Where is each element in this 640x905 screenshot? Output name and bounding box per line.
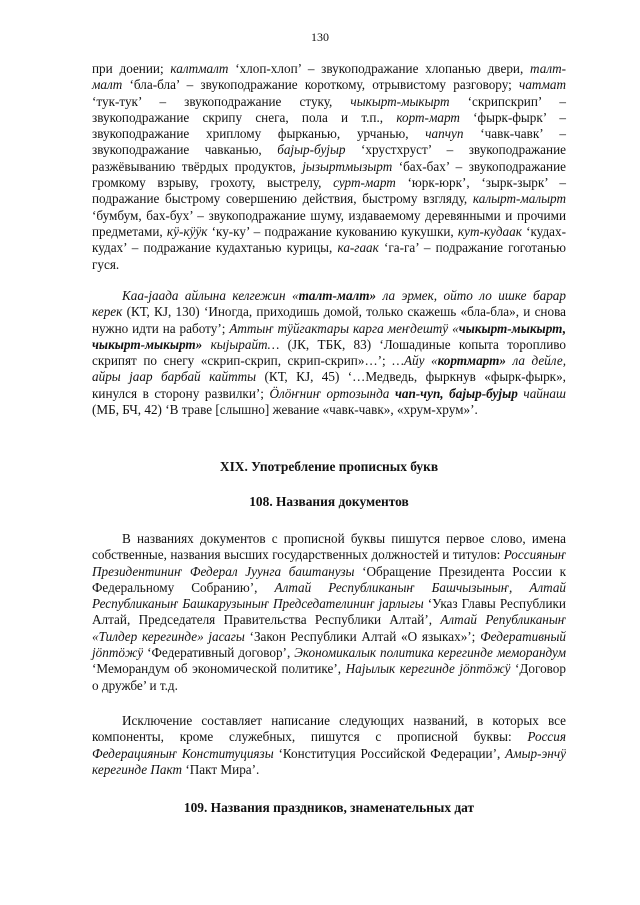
text-run: ‘бах-бах’ – звукоподражание громкому взрыву, грохоту, выстрелу, [92,158,566,191]
italic-term: корт-март [396,109,460,125]
italic-term: Каа-jаада айлына келгежин « [122,288,299,303]
italic-term: чатмат [519,77,566,93]
italic-term: кут-кудаак [457,223,522,239]
subsection-heading-109: 109. Названия праздников, знаменательных дат [183,800,475,815]
text-run: ‘Федеративный договор’, [143,645,295,661]
examples-paragraph-container [92,288,566,418]
section-heading: XIX. Употребление прописных букв [219,459,439,474]
subsection-heading-108: 108. Названия документов [249,494,409,509]
italic-term: Федеративный jӧптӧжӱ [92,628,566,661]
onomatopoeia-list-paragraph [92,61,566,273]
text-run: ‘Меморандум об экономической политике’, [92,661,346,677]
page-number: 130 [311,30,329,44]
paragraph-exception [92,713,566,778]
italic-term: Экономикалык политика керегинде меморандум [294,645,566,661]
italic-term: …Айу « [392,353,438,369]
italic-term: ла эрмек, ойто ло ишке барар керек [92,288,566,320]
italic-term: кӱ-кӱӱк [166,223,208,239]
italic-term: чайнаш [517,385,566,401]
paragraph-document-names-rule [92,531,566,694]
italic-term: Амыр-энчӱ керегинде Пакт [92,745,566,777]
text-run: ‘тук-тук’ – звукоподражание стуку, [92,93,351,109]
text-run: ‘Договор о дружбе’ и т.д. [92,661,566,693]
bold-italic-term: кортмарт» [437,353,506,369]
paragraph-usage-examples [92,288,566,418]
italic-term: талт-малт [92,61,566,93]
text-run: ‘ку-ку’ – подражание кукованию кукушки, [207,223,458,239]
text-run: ‘фырк-фырк’ – звукоподражание хриплому фырканью, урчанью, [92,109,567,142]
italic-term: Россия Федерацияныҥ Конституциязы [92,729,566,761]
paragraph-onomatopoeia-glossary [92,61,566,273]
text-run: ‘Закон Республики Алтай «О языках»’; [244,628,481,644]
text-run: В названиях документов с прописной буквы пишутся первое слово, имена собственные, названия высших государственных должностей и титулов: [92,531,566,563]
text-run: (JК, ТБК, 83) ‘Лошадиные копыта торопливо скрипят по снегу «скрип-скрип, скрип-скрип»…’; [92,336,566,369]
text-run: ‘хлоп-хлоп’ – звукоподражание хлопанью двери, [228,61,531,76]
text-run: ‘Конституция Российской Федерации’, [273,745,506,761]
text-run: ‘хрустхруст’ – звукоподражание разжёвыванию твёрдых продуктов, [92,142,566,174]
text-run: ‘га-га’ – подражание гоготанью гуся. [92,240,566,272]
italic-term: Наjылык керегинде jӧптӧжӱ [345,661,511,677]
italic-term: ла дейле, айры jаар барбай кайтты [92,353,566,385]
text-run: ‘юрк-юрк’, ‘зырк-зырк’ – подражание быстрому совершению действия, быстрому взгляду, [92,175,566,207]
text-run: ‘кудах-кудах’ – подражание кудахтанью курицы, [92,223,566,256]
text-run: ‘чавк-чавк’ – звукоподражание чавканью, [92,126,567,158]
text-run: при доении; [92,61,171,76]
italic-term: баjыр-буjыр [277,142,346,158]
text-run: Исключение составляет написание следующих названий, в которых все компоненты, кроме служебных, пишутся с прописной буквы: [92,713,566,745]
text-run: ‘Обращение Президента России к Федеральному Собранию’, [92,563,566,595]
documents-rule-container [92,531,566,694]
italic-term: чапчуп [425,126,464,142]
italic-term: Россияныҥ Президентиниҥ Федерал Jуунга баштанузы [92,547,566,579]
italic-term: Алтай Республиканыҥ Башчызыныҥ, Алтай Республиканыҥ Башкарузыныҥ Председателиниҥ jарлыгы [92,579,567,612]
text-run: ‘Указ Главы Республики Алтай, Председателя Правительства Республики Алтай’, [92,596,566,628]
text-run: ‘бумбум, бах-бух’ – звукоподражание шуму, издаваемому деревянными и прочими предметами, [92,207,566,239]
text-run: (КТ, КJ, 45) ‘…Медведь, фыркнув «фырк-фырк», кинулся в сторону развилки’; [92,369,566,401]
italic-term: Ӧлӧҥниҥ ортозында [269,385,395,401]
text-run: ‘бла-бла’ – звукоподражание короткому, отрывистому разговору; [122,77,520,93]
text-run: (МБ, БЧ, 42) ‘В траве [слышно] жевание «чавк-чавк», «хрум-хрум»’. [92,402,478,418]
bold-italic-term: талт-малт» [298,288,377,303]
italic-term: jызыртмызырт [302,158,393,174]
italic-term: кыjырайт… [202,336,280,352]
italic-term: Аттыҥ тӱйгактары карга меҥдештӱ « [229,320,459,336]
bold-italic-term: чыкырт-мыкырт, чыкырт-мыкырт» [92,320,566,352]
exception-container [92,713,566,778]
text-run: ‘Пакт Мира’. [182,761,260,777]
bold-italic-term: чап-чуп, баjыр-буjыр [394,385,518,401]
text-run: (КТ, КJ, 130) ‘Иногда, приходишь домой, только скажешь «бла-бла», и снова нужно идти на работу’; [92,304,566,336]
text-run: ‘скрипскрип’ – звукоподражание скрипу снега, пола и т.п., [92,93,566,125]
italic-term: сурт-март [333,175,396,191]
italic-term: чыкырт-мыкырт [350,93,450,109]
italic-term: калтмалт [170,61,229,76]
italic-term: ка-гаак [337,240,379,256]
italic-term: Алтай Републиканыҥ «Тилдер керегинде» jасагы [92,612,566,644]
italic-term: калырт-малырт [472,191,566,207]
